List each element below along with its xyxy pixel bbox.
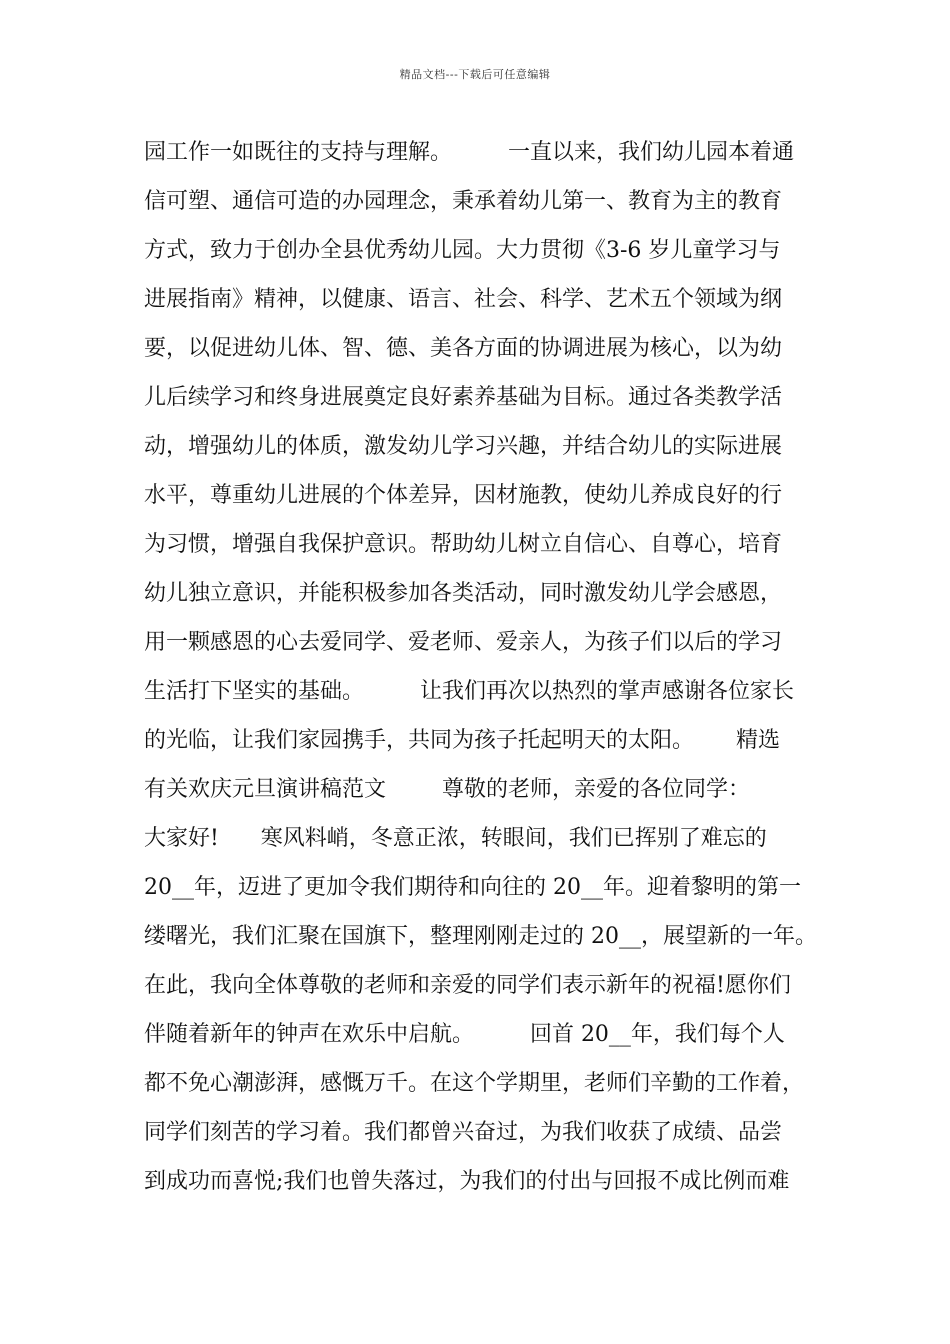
text-line: 为习惯，增强自我保护意识。帮助幼儿树立自信心、自尊心，培育	[144, 532, 783, 557]
text-line: 方式，致力于创办全县优秀幼儿园。大力贯彻《3-6 岁儿童学习与	[144, 238, 781, 263]
text-line: 缕曙光，我们汇聚在国旗下，整理刚刚走过的 20__，展望新的一年。	[144, 924, 817, 949]
text-line: 到成功而喜悦;我们也曾失落过，为我们的付出与回报不成比例而难	[144, 1169, 790, 1194]
text-line: 用一颗感恩的心去爱同学、爱老师、爱亲人，为孩子们以后的学习	[144, 630, 783, 655]
text-line: 伴随着新年的钟声在欢乐中启航。 回首 20__年，我们每个人	[144, 1022, 785, 1047]
text-line: 20__年，迈进了更加令我们期待和向往的 20__年。迎着黎明的第一	[144, 875, 801, 900]
text-line: 儿后续学习和终身进展奠定良好素养基础为目标。通过各类教学活	[144, 385, 783, 410]
text-line: 水平，尊重幼儿进展的个体差异，因材施教，使幼儿养成良好的行	[144, 483, 783, 508]
text-line: 要，以促进幼儿体、智、德、美各方面的协调进展为核心，以为幼	[144, 336, 783, 361]
document-body	[144, 128, 844, 1206]
text-line: 生活打下坚实的基础。 让我们再次以热烈的掌声感谢各位家长	[144, 679, 794, 704]
page-header: 精品文档---下载后可任意编辑	[399, 68, 551, 81]
text-line: 园工作一如既往的支持与理解。 一直以来，我们幼儿园本着通	[144, 140, 794, 165]
text-line: 信可塑、通信可造的办园理念，秉承着幼儿第一、教育为主的教育	[144, 189, 783, 214]
text-line: 在此，我向全体尊敬的老师和亲爱的同学们表示新年的祝福!愿你们	[144, 973, 791, 998]
text-line: 进展指南》精神，以健康、语言、社会、科学、艺术五个领域为纲	[144, 287, 783, 312]
text-line: 大家好! 寒风料峭，冬意正浓，转眼间，我们已挥别了难忘的	[144, 826, 767, 851]
text-line: 的光临，让我们家园携手，共同为孩子托起明天的太阳。 精选	[144, 728, 780, 753]
text-line: 动，增强幼儿的体质，激发幼儿学习兴趣，并结合幼儿的实际进展	[144, 434, 783, 459]
text-line: 幼儿独立意识，并能积极参加各类活动，同时激发幼儿学会感恩，	[144, 581, 783, 606]
text-line: 有关欢庆元旦演讲稿范文 尊敬的老师，亲爱的各位同学：	[144, 777, 750, 802]
text-line: 都不免心潮澎湃，感慨万千。在这个学期里，老师们辛勤的工作着，	[144, 1071, 805, 1096]
text-line: 同学们刻苦的学习着。我们都曾兴奋过，为我们收获了成绩、品尝	[144, 1120, 783, 1145]
